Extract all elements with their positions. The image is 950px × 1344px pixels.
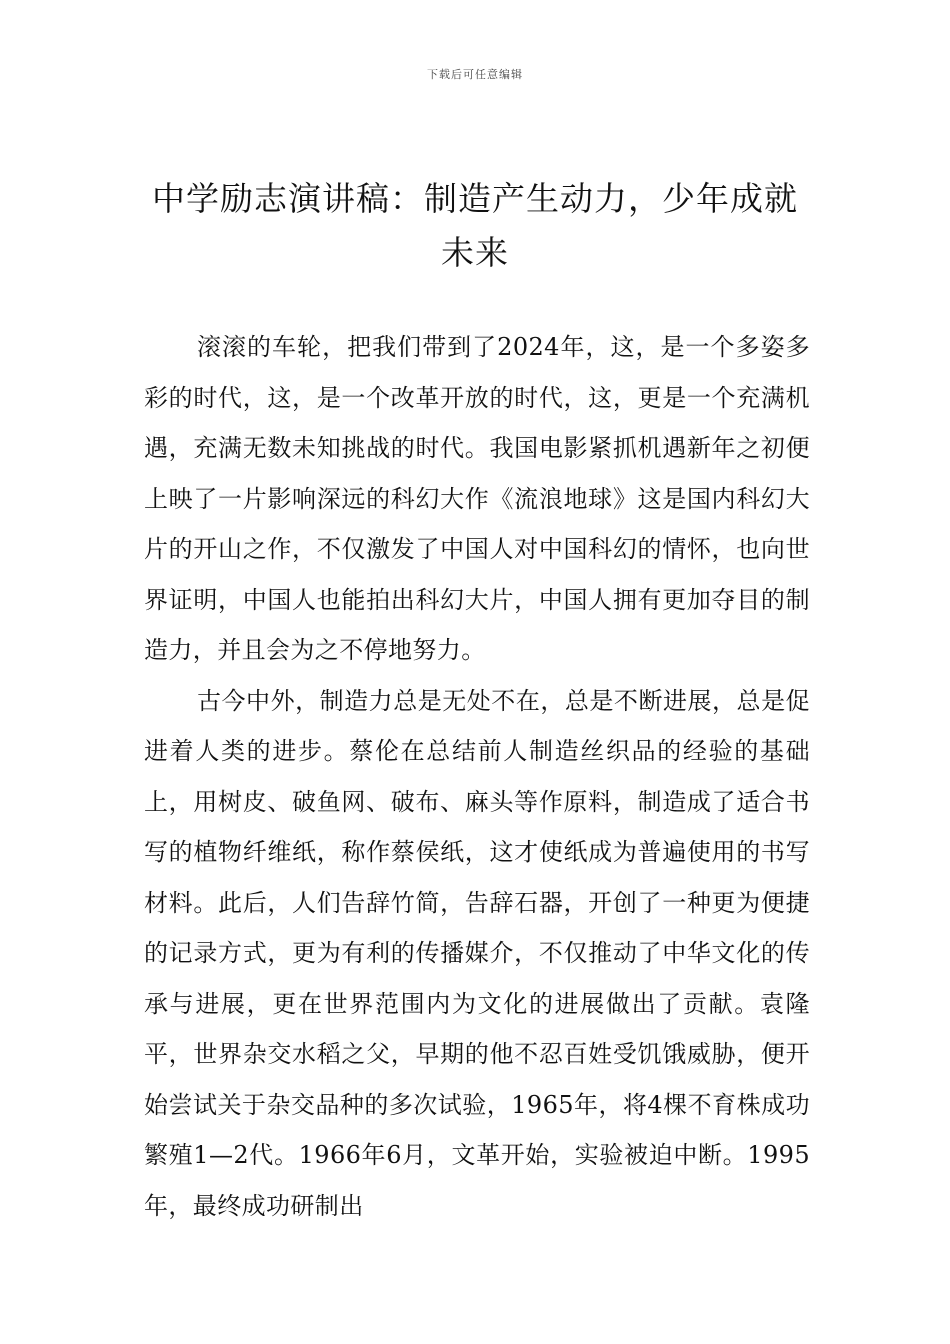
- paragraph: 滚滚的车轮，把我们带到了2024年，这，是一个多姿多彩的时代，这，是一个改革开放的时代，这，更是一个充满机遇，充满无数未知挑战的时代。我国电影紧抓机遇新年之初便上映了一片影响深远的科幻大作《流浪地球》这是国内科幻大片的开山之作，不仅激发了中国人对中国科幻的情怀，也向世界证明，中国人也能拍出科幻大片，中国人拥有更加夺目的制造力，并且会为之不停地努力。: [144, 333, 810, 664]
- document-body: [144, 322, 810, 1231]
- paragraph: 古今中外，制造力总是无处不在，总是不断进展，总是促进着人类的进步。蔡伦在总结前人制造丝织品的经验的基础上，用树皮、破鱼网、破布、麻头等作原料，制造成了适合书写的植物纤维纸，称作蔡侯纸，这才使纸成为普遍使用的书写材料。此后，人们告辞竹简，告辞石器，开创了一种更为便捷的记录方式，更为有利的传播媒介，不仅推动了中华文化的传承与进展，更在世界范围内为文化的进展做出了贡献。袁隆平，世界杂交水稻之父，早期的他不忍百姓受饥饿威胁，便开始尝试关于杂交品种的多次试验，1965年，将4棵不育株成功繁殖1—2代。1966年6月，文革开始，实验被迫中断。1995年，最终成功研制出: [144, 686, 810, 1220]
- document-title: 中学励志演讲稿：制造产生动力，少年成就未来: [152, 179, 798, 272]
- page-header: 下载后可任意编辑: [427, 68, 523, 81]
